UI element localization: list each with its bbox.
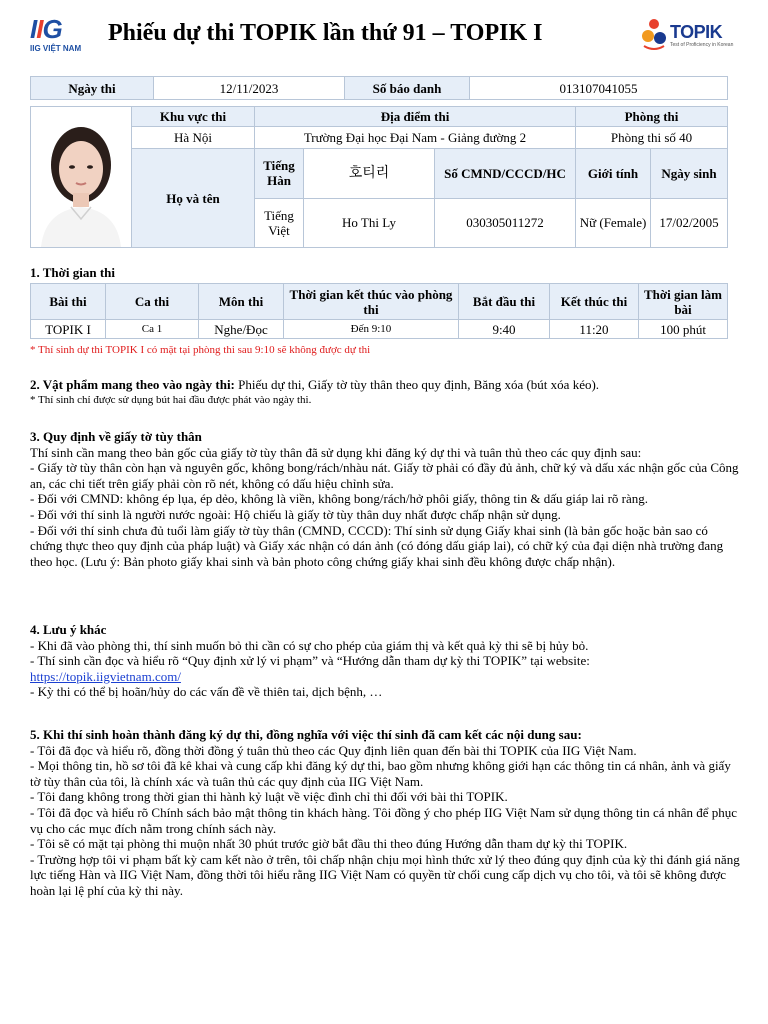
- list-item: - Đối với CMND: không ép lụa, ép dẻo, không là viền, không bong/rách/hở phôi giấy, thông tin & dấu giáp lai rõ ràng.: [30, 491, 649, 507]
- table-row: [31, 320, 728, 339]
- vietnamese-name-label: Tiếng Việt: [255, 198, 304, 248]
- schedule-header-cell: Kết thúc thi: [550, 284, 639, 320]
- list-item: - Tôi đang không trong thời gian thi hành kỷ luật về việc đình chỉ thi đối với bài thi TOPIK.: [30, 789, 508, 805]
- schedule-heading: 1. Thời gian thi: [30, 265, 115, 280]
- list-item: - Đối với thí sinh chưa đủ tuổi làm giấy tờ tùy thân (CMND, CCCD): Thí sinh sử dụng Giấy khai sinh (là bản gốc hoặc bản sao có chứng thực theo quy định của pháp luật) và Giấy xác nhận có dán ảnh (có đóng dấu giáp lai), có chữ ký của đại diện nhà trường đang theo học. (Lưu ý: Bản photo giấy khai sinh và bản photo công chứng giấy khai sinh đều không được chấp nhận).: [30, 522, 724, 569]
- schedule-cell: Ca 1: [106, 320, 199, 339]
- schedule-cell: 11:20: [550, 320, 639, 339]
- schedule-cell: 100 phút: [639, 320, 728, 339]
- schedule-header-cell: Ca thi: [106, 284, 199, 320]
- photo-cell: [31, 107, 132, 248]
- schedule-header-cell: Môn thi: [199, 284, 284, 320]
- section-1-heading: [30, 265, 740, 281]
- room-value: Phòng thi số 40: [576, 127, 728, 149]
- iig-logo: [30, 16, 90, 56]
- section-2-text: Phiếu dự thi, Giấy tờ tùy thân theo quy định, Băng xóa (bút xóa kéo).: [234, 377, 600, 392]
- page-title: Phiếu dự thi TOPIK lần thứ 91 – TOPIK I: [108, 20, 543, 46]
- exam-summary-table: [30, 76, 728, 100]
- topik-logo-word: TOPIK: [670, 22, 723, 42]
- website-link[interactable]: https://topik.iigvietnam.com/: [30, 668, 181, 684]
- room-label: Phòng thi: [576, 107, 728, 127]
- section-3-heading: 3. Quy định về giấy tờ tùy thân: [30, 429, 202, 444]
- venue-label: Địa điểm thi: [255, 107, 576, 127]
- topik-logo: [640, 16, 740, 56]
- exam-date-label: Ngày thi: [31, 77, 154, 100]
- korean-name-label: Tiếng Hàn: [255, 149, 304, 199]
- section-3: [30, 429, 740, 569]
- exam-date-value: 12/11/2023: [154, 77, 345, 100]
- schedule-cell: Đến 9:10: [284, 320, 459, 339]
- vietnamese-name-value: Ho Thi Ly: [304, 198, 435, 248]
- topik-logo-tagline: Test of Proficiency in Korean: [670, 42, 734, 48]
- topik-logo-icon: [640, 16, 668, 52]
- list-item: - Khi đã vào phòng thi, thí sinh muốn bỏ thi cần có sự cho phép của giám thị và kết quả kỳ thi sẽ bị hủy bỏ.: [30, 637, 589, 653]
- schedule-cell: Nghe/Đọc: [199, 320, 284, 339]
- section-2: [30, 377, 740, 408]
- schedule-header-cell: Bài thi: [31, 284, 106, 320]
- id-number-label: Số CMND/CCCD/HC: [435, 149, 576, 199]
- region-label: Khu vực thi: [132, 107, 255, 127]
- gender-value: Nữ (Female): [576, 198, 651, 248]
- candidate-info-table: [30, 106, 728, 248]
- id-number-value: 030305011272: [435, 198, 576, 248]
- iig-logo-subtitle: IIG VIỆT NAM: [30, 44, 82, 53]
- schedule-table: [30, 283, 728, 339]
- list-item: - Kỳ thi có thể bị hoãn/hủy do các vấn đề về thiên tai, dịch bệnh, …: [30, 684, 383, 700]
- list-item: - Mọi thông tin, hồ sơ tôi đã kê khai và cung cấp khi đăng ký dự thi, bao gồm nhưng không giới hạn các thông tin cá nhân, ảnh và giấy tờ tùy thân của tôi, là chính xác và tuân thủ các quy định của IIG Việt Nam.: [30, 758, 731, 789]
- dob-value: 17/02/2005: [651, 198, 728, 248]
- schedule-header-row: [31, 284, 728, 320]
- schedule-note: * Thí sinh dự thi TOPIK I có mặt tại phòng thi sau 9:10 sẽ không được dự thi: [30, 344, 371, 356]
- candidate-photo: [31, 107, 131, 247]
- list-item: - Tôi sẽ có mặt tại phòng thi muộn nhất 30 phút trước giờ bắt đầu thi theo đúng Hướng dẫn tham dự kỳ thi TOPIK.: [30, 836, 628, 852]
- list-item: - Tôi đã đọc và hiểu rõ Chính sách bảo mật thông tin khách hàng. Tôi đồng ý cho phép IIG Việt Nam sử dụng thông tin cá nhân để phục vụ cho các mục đích nằm trong chính sách này.: [30, 804, 738, 836]
- schedule-header-cell: Thời gian làm bài: [639, 284, 728, 320]
- section-5: [30, 727, 740, 899]
- page-header: [0, 0, 768, 70]
- list-item: - Trường hợp tôi vi phạm bất kỳ cam kết nào ở trên, tôi chấp nhận chịu mọi hình thức xử lý theo đúng quy định của kỳ thi đánh giá năng lực tiếng Hàn và IIG Việt Nam, đồng thời tôi hiểu rằng IIG Việt Nam có quyền từ chối cung cấp dịch vụ cho tôi, và tôi sẽ không được hoàn lại lệ phí của kỳ thi này.: [30, 851, 740, 898]
- iig-logo-accent: I: [36, 14, 43, 44]
- list-item: - Giấy tờ tùy thân còn hạn và nguyên gốc, không bong/rách/nhàu nát. Giấy tờ phải có đầy đủ ảnh, chữ ký và dấu xác nhận gốc của Công an, các chi tiết trên giấy phải còn rõ nét, không có dấu hiệu chỉnh sửa.: [30, 460, 739, 491]
- gender-label: Giới tính: [576, 149, 651, 199]
- schedule-header-cell: Bắt đầu thi: [459, 284, 550, 320]
- reg-number-label: Số báo danh: [345, 77, 470, 100]
- section-4-heading: 4. Lưu ý khác: [30, 622, 107, 637]
- dob-label: Ngày sinh: [651, 149, 728, 199]
- region-value: Hà Nội: [132, 127, 255, 149]
- candidate-portrait-icon: [31, 107, 131, 247]
- list-item: - Thí sinh cần đọc và hiểu rõ “Quy định xử lý vi phạm” và “Hướng dẫn tham dự kỳ thi TOPIK” tại website:: [30, 653, 590, 669]
- schedule-header-cell: Thời gian kết thúc vào phòng thi: [284, 284, 459, 320]
- section-2-heading: 2. Vật phẩm mang theo vào ngày thi:: [30, 377, 235, 392]
- section-4: [30, 622, 740, 700]
- section-5-heading: 5. Khi thí sinh hoàn thành đăng ký dự thi, đồng nghĩa với việc thí sinh đã cam kết các nội dung sau:: [30, 727, 582, 742]
- list-item: - Đối với thí sinh là người nước ngoài: Hộ chiếu là giấy tờ tùy thân duy nhất được chấp nhận sử dụng.: [30, 506, 561, 522]
- name-label: Họ và tên: [132, 149, 255, 248]
- iig-logo-mark: IIG: [30, 14, 62, 44]
- venue-value: Trường Đại học Đại Nam - Giảng đường 2: [255, 127, 576, 149]
- korean-name-value: 호티리: [304, 149, 435, 199]
- list-item: - Tôi đã đọc và hiểu rõ, đồng thời đồng ý tuân thủ theo các Quy định liên quan đến bài thi TOPIK của IIG Việt Nam.: [30, 742, 637, 758]
- schedule-cell: TOPIK I: [31, 320, 106, 339]
- section-2-note: * Thí sinh chỉ được sử dụng bút hai đầu được phát vào ngày thi.: [30, 393, 312, 406]
- section-3-intro: Thí sinh cần mang theo bản gốc của giấy tờ tùy thân đã sử dụng khi đăng ký dự thi và tuân thủ theo các quy định sau:: [30, 444, 642, 460]
- section-2-line: [30, 377, 740, 393]
- schedule-cell: 9:40: [459, 320, 550, 339]
- reg-number-value: 013107041055: [470, 77, 728, 100]
